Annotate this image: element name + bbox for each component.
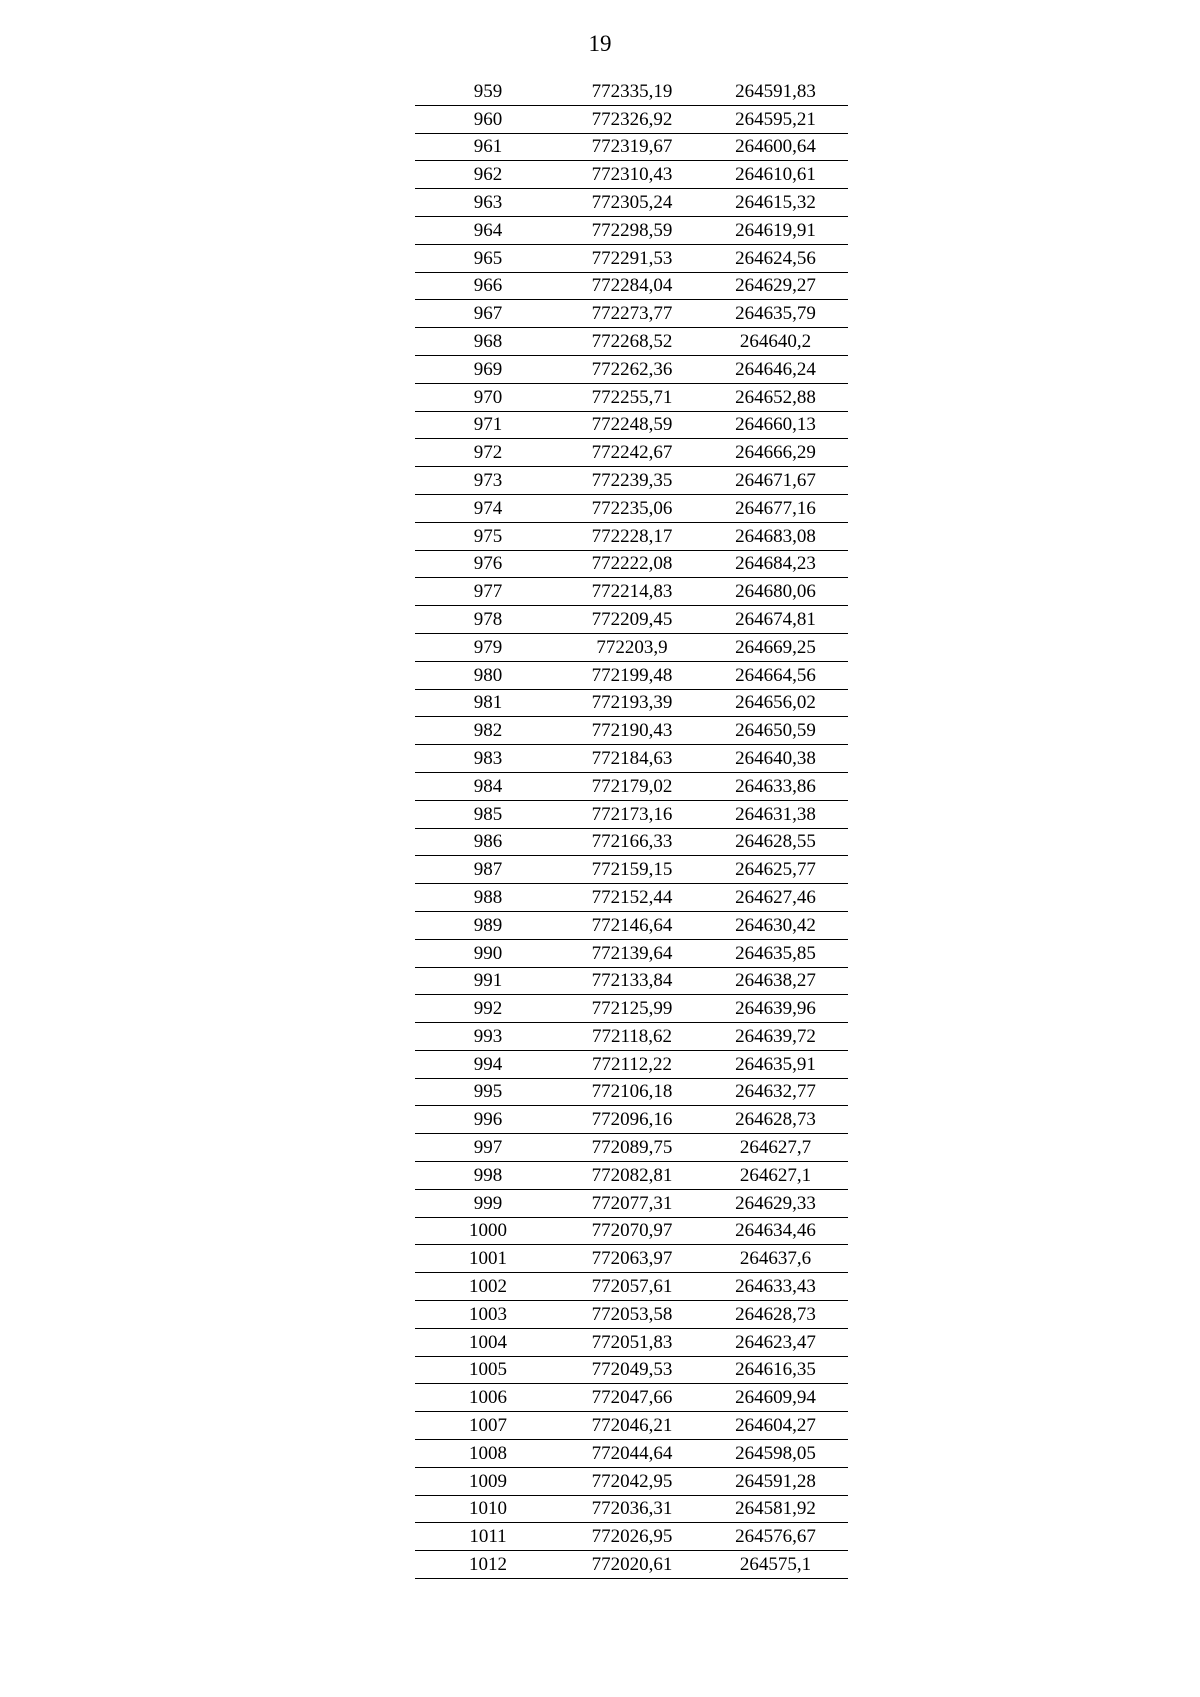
y-coordinate-cell: 264591,83 [703,78,848,105]
table-row [415,355,848,383]
y-coordinate-cell: 264624,56 [703,244,848,272]
x-coordinate-cell: 772063,97 [561,1245,703,1273]
table-row [415,995,848,1023]
point-number-cell: 1006 [415,1384,561,1412]
x-coordinate-cell: 772273,77 [561,300,703,328]
table-row [415,133,848,161]
table-row [415,1467,848,1495]
point-number-cell: 961 [415,133,561,161]
point-number-cell: 999 [415,1189,561,1217]
x-coordinate-cell: 772096,16 [561,1106,703,1134]
point-number-cell: 1009 [415,1467,561,1495]
y-coordinate-cell: 264604,27 [703,1412,848,1440]
table-row [415,1162,848,1190]
y-coordinate-cell: 264629,33 [703,1189,848,1217]
y-coordinate-cell: 264683,08 [703,522,848,550]
x-coordinate-cell: 772239,35 [561,467,703,495]
point-number-cell: 964 [415,216,561,244]
table-row [415,272,848,300]
y-coordinate-cell: 264609,94 [703,1384,848,1412]
table-row [415,772,848,800]
y-coordinate-cell: 264575,1 [703,1551,848,1579]
table-row [415,828,848,856]
point-number-cell: 1002 [415,1273,561,1301]
table-row [415,1273,848,1301]
page-number: 19 [588,31,612,56]
x-coordinate-cell: 772026,95 [561,1523,703,1551]
table-row [415,1050,848,1078]
y-coordinate-cell: 264628,73 [703,1301,848,1329]
table-row [415,300,848,328]
point-number-cell: 988 [415,884,561,912]
x-coordinate-cell: 772199,48 [561,661,703,689]
point-number-cell: 963 [415,189,561,217]
x-coordinate-cell: 772242,67 [561,439,703,467]
x-coordinate-cell: 772146,64 [561,911,703,939]
table-row [415,800,848,828]
coordinates-table-body [415,78,848,1579]
point-number-cell: 978 [415,606,561,634]
x-coordinate-cell: 772184,63 [561,745,703,773]
table-row [415,661,848,689]
x-coordinate-cell: 772049,53 [561,1356,703,1384]
x-coordinate-cell: 772268,52 [561,328,703,356]
table-row [415,439,848,467]
y-coordinate-cell: 264632,77 [703,1078,848,1106]
x-coordinate-cell: 772118,62 [561,1023,703,1051]
table-row [415,884,848,912]
x-coordinate-cell: 772190,43 [561,717,703,745]
point-number-cell: 981 [415,689,561,717]
table-row [415,911,848,939]
point-number-cell: 990 [415,939,561,967]
table-row [415,467,848,495]
y-coordinate-cell: 264576,67 [703,1523,848,1551]
table-row [415,494,848,522]
table-row [415,1106,848,1134]
y-coordinate-cell: 264674,81 [703,606,848,634]
y-coordinate-cell: 264628,73 [703,1106,848,1134]
table-row [415,578,848,606]
x-coordinate-cell: 772089,75 [561,1134,703,1162]
point-number-cell: 996 [415,1106,561,1134]
y-coordinate-cell: 264652,88 [703,383,848,411]
table-row [415,328,848,356]
x-coordinate-cell: 772051,83 [561,1328,703,1356]
table-row [415,1495,848,1523]
table-row [415,1134,848,1162]
y-coordinate-cell: 264627,7 [703,1134,848,1162]
y-coordinate-cell: 264595,21 [703,105,848,133]
table-row [415,1412,848,1440]
x-coordinate-cell: 772255,71 [561,383,703,411]
point-number-cell: 986 [415,828,561,856]
point-number-cell: 1010 [415,1495,561,1523]
y-coordinate-cell: 264581,92 [703,1495,848,1523]
y-coordinate-cell: 264684,23 [703,550,848,578]
y-coordinate-cell: 264625,77 [703,856,848,884]
x-coordinate-cell: 772326,92 [561,105,703,133]
table-row [415,216,848,244]
y-coordinate-cell: 264635,79 [703,300,848,328]
x-coordinate-cell: 772284,04 [561,272,703,300]
table-row [415,522,848,550]
y-coordinate-cell: 264671,67 [703,467,848,495]
table-row [415,383,848,411]
point-number-cell: 995 [415,1078,561,1106]
table-row [415,1523,848,1551]
y-coordinate-cell: 264646,24 [703,355,848,383]
point-number-cell: 994 [415,1050,561,1078]
y-coordinate-cell: 264639,72 [703,1023,848,1051]
y-coordinate-cell: 264591,28 [703,1467,848,1495]
point-number-cell: 960 [415,105,561,133]
point-number-cell: 977 [415,578,561,606]
y-coordinate-cell: 264635,91 [703,1050,848,1078]
x-coordinate-cell: 772139,64 [561,939,703,967]
x-coordinate-cell: 772047,66 [561,1384,703,1412]
x-coordinate-cell: 772044,64 [561,1440,703,1468]
point-number-cell: 973 [415,467,561,495]
point-number-cell: 971 [415,411,561,439]
x-coordinate-cell: 772053,58 [561,1301,703,1329]
y-coordinate-cell: 264669,25 [703,633,848,661]
x-coordinate-cell: 772020,61 [561,1551,703,1579]
y-coordinate-cell: 264635,85 [703,939,848,967]
x-coordinate-cell: 772305,24 [561,189,703,217]
x-coordinate-cell: 772291,53 [561,244,703,272]
point-number-cell: 967 [415,300,561,328]
x-coordinate-cell: 772042,95 [561,1467,703,1495]
x-coordinate-cell: 772112,22 [561,1050,703,1078]
table-row [415,967,848,995]
table-row [415,1301,848,1329]
y-coordinate-cell: 264633,43 [703,1273,848,1301]
y-coordinate-cell: 264637,6 [703,1245,848,1273]
y-coordinate-cell: 264650,59 [703,717,848,745]
table-row [415,161,848,189]
table-row [415,633,848,661]
table-row [415,689,848,717]
point-number-cell: 1001 [415,1245,561,1273]
table-row [415,1384,848,1412]
point-number-cell: 1011 [415,1523,561,1551]
table-row [415,856,848,884]
x-coordinate-cell: 772082,81 [561,1162,703,1190]
y-coordinate-cell: 264615,32 [703,189,848,217]
x-coordinate-cell: 772077,31 [561,1189,703,1217]
table-row [415,244,848,272]
point-number-cell: 1008 [415,1440,561,1468]
y-coordinate-cell: 264666,29 [703,439,848,467]
point-number-cell: 976 [415,550,561,578]
point-number-cell: 980 [415,661,561,689]
x-coordinate-cell: 772214,83 [561,578,703,606]
y-coordinate-cell: 264623,47 [703,1328,848,1356]
point-number-cell: 982 [415,717,561,745]
x-coordinate-cell: 772298,59 [561,216,703,244]
point-number-cell: 962 [415,161,561,189]
point-number-cell: 1012 [415,1551,561,1579]
point-number-cell: 1004 [415,1328,561,1356]
x-coordinate-cell: 772222,08 [561,550,703,578]
x-coordinate-cell: 772133,84 [561,967,703,995]
y-coordinate-cell: 264598,05 [703,1440,848,1468]
table-row [415,606,848,634]
point-number-cell: 997 [415,1134,561,1162]
x-coordinate-cell: 772235,06 [561,494,703,522]
point-number-cell: 985 [415,800,561,828]
x-coordinate-cell: 772152,44 [561,884,703,912]
y-coordinate-cell: 264629,27 [703,272,848,300]
table-row [415,1356,848,1384]
point-number-cell: 1007 [415,1412,561,1440]
x-coordinate-cell: 772193,39 [561,689,703,717]
table-row [415,189,848,217]
y-coordinate-cell: 264660,13 [703,411,848,439]
point-number-cell: 968 [415,328,561,356]
point-number-cell: 1005 [415,1356,561,1384]
x-coordinate-cell: 772319,67 [561,133,703,161]
table-row [415,105,848,133]
point-number-cell: 991 [415,967,561,995]
point-number-cell: 987 [415,856,561,884]
y-coordinate-cell: 264627,46 [703,884,848,912]
point-number-cell: 969 [415,355,561,383]
y-coordinate-cell: 264616,35 [703,1356,848,1384]
y-coordinate-cell: 264640,2 [703,328,848,356]
point-number-cell: 979 [415,633,561,661]
table-row [415,550,848,578]
point-number-cell: 1003 [415,1301,561,1329]
x-coordinate-cell: 772209,45 [561,606,703,634]
x-coordinate-cell: 772106,18 [561,1078,703,1106]
x-coordinate-cell: 772070,97 [561,1217,703,1245]
point-number-cell: 959 [415,78,561,105]
x-coordinate-cell: 772310,43 [561,161,703,189]
point-number-cell: 989 [415,911,561,939]
x-coordinate-cell: 772335,19 [561,78,703,105]
table-row [415,1023,848,1051]
point-number-cell: 984 [415,772,561,800]
table-row [415,745,848,773]
table-row [415,1217,848,1245]
x-coordinate-cell: 772159,15 [561,856,703,884]
point-number-cell: 965 [415,244,561,272]
x-coordinate-cell: 772057,61 [561,1273,703,1301]
point-number-cell: 966 [415,272,561,300]
y-coordinate-cell: 264680,06 [703,578,848,606]
x-coordinate-cell: 772036,31 [561,1495,703,1523]
x-coordinate-cell: 772166,33 [561,828,703,856]
coordinates-table [415,78,848,1579]
y-coordinate-cell: 264633,86 [703,772,848,800]
y-coordinate-cell: 264638,27 [703,967,848,995]
y-coordinate-cell: 264631,38 [703,800,848,828]
y-coordinate-cell: 264634,46 [703,1217,848,1245]
x-coordinate-cell: 772125,99 [561,995,703,1023]
y-coordinate-cell: 264610,61 [703,161,848,189]
table-row [415,1189,848,1217]
point-number-cell: 1000 [415,1217,561,1245]
y-coordinate-cell: 264677,16 [703,494,848,522]
point-number-cell: 970 [415,383,561,411]
table-row [415,1078,848,1106]
y-coordinate-cell: 264600,64 [703,133,848,161]
table-row [415,1440,848,1468]
table-row [415,1245,848,1273]
y-coordinate-cell: 264619,91 [703,216,848,244]
point-number-cell: 992 [415,995,561,1023]
y-coordinate-cell: 264630,42 [703,911,848,939]
table-row [415,1551,848,1579]
x-coordinate-cell: 772179,02 [561,772,703,800]
x-coordinate-cell: 772248,59 [561,411,703,439]
x-coordinate-cell: 772173,16 [561,800,703,828]
table-row [415,78,848,105]
table-row [415,717,848,745]
point-number-cell: 975 [415,522,561,550]
x-coordinate-cell: 772262,36 [561,355,703,383]
point-number-cell: 974 [415,494,561,522]
point-number-cell: 972 [415,439,561,467]
point-number-cell: 983 [415,745,561,773]
table-row [415,411,848,439]
y-coordinate-cell: 264628,55 [703,828,848,856]
point-number-cell: 993 [415,1023,561,1051]
x-coordinate-cell: 772228,17 [561,522,703,550]
y-coordinate-cell: 264627,1 [703,1162,848,1190]
table-row [415,939,848,967]
y-coordinate-cell: 264664,56 [703,661,848,689]
y-coordinate-cell: 264656,02 [703,689,848,717]
table-row [415,1328,848,1356]
y-coordinate-cell: 264639,96 [703,995,848,1023]
x-coordinate-cell: 772203,9 [561,633,703,661]
y-coordinate-cell: 264640,38 [703,745,848,773]
x-coordinate-cell: 772046,21 [561,1412,703,1440]
point-number-cell: 998 [415,1162,561,1190]
